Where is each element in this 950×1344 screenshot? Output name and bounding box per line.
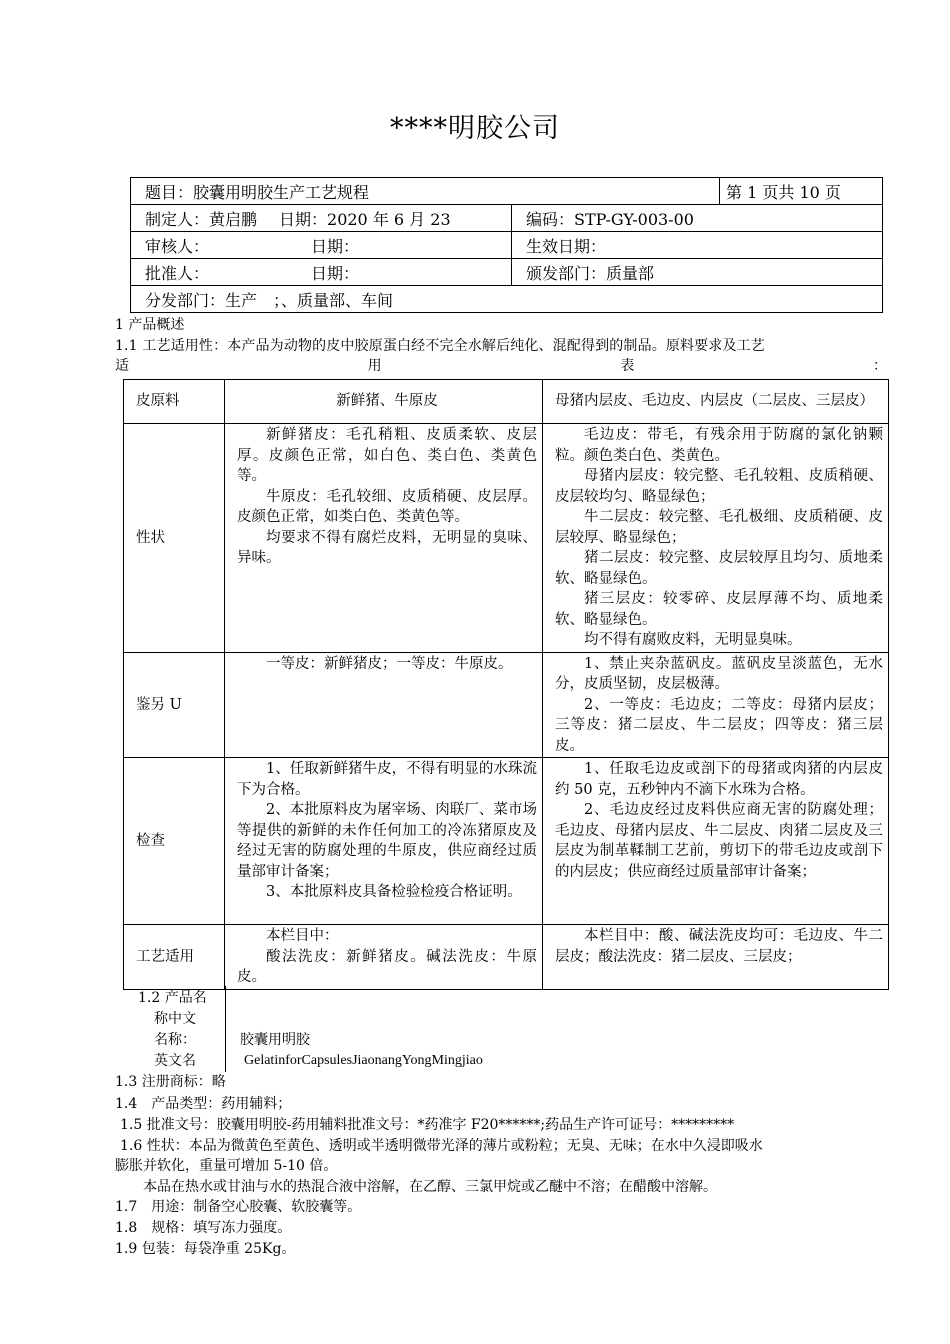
cell-paragraph: 猪三层皮：较零碎、皮层厚薄不均、质地柔软、略显绿色。: [555, 591, 883, 628]
cell-paragraph: 猪二层皮：较完整、皮层较厚且均匀、质地柔软、略显绿色。: [555, 550, 883, 587]
cell-paragraph: 3、本批原料皮具备检验检疫合格证明。: [266, 884, 522, 900]
cell-paragraph: 本栏目中：: [266, 928, 339, 944]
label-line: 名称：: [154, 1032, 196, 1048]
tail-char: 表: [620, 358, 635, 374]
label-line: 1.2 产品名: [138, 990, 207, 1006]
cell-paragraph: 1、任取新鲜猪牛皮，不得有明显的水珠流下为合格。: [237, 761, 537, 798]
table-cell: [225, 758, 543, 925]
page-title: ****明胶公司: [390, 113, 560, 144]
label-line: 称中文: [154, 1011, 196, 1027]
raw-material-table: [123, 379, 889, 990]
cell-paragraph: 酸法洗皮：新鲜猪皮。碱法洗皮：牛原皮。: [237, 948, 537, 985]
author-date: 日期：2020 年 6 月 23: [279, 209, 451, 229]
cell-paragraph: 牛二层皮：较完整、毛孔极细、皮质稍硬、皮层较厚、略显绿色；: [555, 509, 883, 546]
paragraph-1-1: 1.1 工艺适用性：本产品为动物的皮中胶原蛋白经不完全水解后纯化、混配得到的制品。原料要求及工艺: [115, 338, 765, 354]
distribution-cell: 分发部门：生产 ；、质量部、车间: [131, 286, 883, 313]
cell-paragraph: 1、禁止夹杂蓝矾皮。蓝矾皮呈淡蓝色，无水分，皮质坚韧，皮层极薄。: [555, 655, 883, 692]
cell-paragraph: 毛边皮：带毛，有残余用于防腐的氯化钠颗粒。颜色类白色、类黄色。: [555, 427, 883, 464]
subject-cell: 题目：胶囊用明胶生产工艺规程: [131, 178, 720, 205]
table-cell: [543, 424, 889, 653]
paragraph-1-9: 1.9 包装：每袋净重 25Kg。: [115, 1241, 296, 1257]
cell-paragraph: 牛原皮：毛孔较细、皮质稍硬、皮层厚。皮颜色正常，如类白色、类黄色等。: [237, 488, 537, 525]
reviewer-cell: [131, 232, 512, 259]
tail-char: 用: [367, 358, 382, 374]
table-cell: [543, 652, 889, 758]
paragraph-1-5: 1.5 批准文号：胶囊用明胶-药用辅料批准文号：*药准字 F20******;药品生产许可证号：*********: [120, 1117, 735, 1133]
paragraph-1-6-solubility: 本品在热水或甘油与水的热混合液中溶解，在乙醇、三氯甲烷或乙醚中不溶；在醋酸中溶解。: [143, 1179, 717, 1195]
product-name-label: [138, 988, 207, 1072]
divider: [225, 986, 226, 1072]
table-header-cell: 新鲜猪、牛原皮: [225, 380, 543, 424]
paragraph-1-1-tail: [115, 356, 887, 376]
paragraph-1-4: 1.4 产品类型：药用辅料；: [115, 1096, 292, 1112]
paragraph-1-3: 1.3 注册商标：略: [115, 1074, 226, 1090]
cell-paragraph: 新鲜猪皮：毛孔稍粗、皮质柔软、皮层厚。皮颜色正常，如白色、类白色、类黄色等。: [237, 427, 537, 484]
issuing-dept-cell: 颁发部门：质量部: [512, 259, 883, 286]
cell-paragraph: 2、毛边皮经过皮料供应商无害的防腐处理；毛边皮、母猪内层皮、牛二层皮、肉猪二层皮及三层皮为制革鞣制工艺前，剪切下的带毛边皮或剖下的内层皮；供应商经过质量部审计备案；: [555, 802, 883, 880]
paragraph-1-7: 1.7 用途：制备空心胶囊、软胶囊等。: [115, 1199, 362, 1215]
author-cell: [131, 205, 512, 232]
cell-paragraph: 母猪内层皮：较完整、毛孔较粗、皮质稍硬、皮层较均匀、略显绿色；: [555, 468, 883, 505]
cell-paragraph: 本栏目中：酸、碱法洗皮均可：毛边皮、牛二层皮；酸法洗皮：猪二层皮、三层皮；: [555, 928, 883, 965]
tail-char: 适: [115, 358, 129, 374]
approver-cell: [131, 259, 512, 286]
approver-label: 批准人：: [145, 263, 210, 283]
author-label: 制定人：黄启鹏: [145, 209, 258, 229]
row-label-appearance: 性状: [124, 424, 225, 653]
label-line: 英文名: [154, 1053, 196, 1069]
row-label-inspection: 检查: [124, 758, 225, 925]
table-cell: [225, 925, 543, 990]
paragraph-1-6-cont: 膨胀并软化，重量可增加 5-10 倍。: [115, 1158, 338, 1174]
cell-paragraph: 均要求不得有腐烂皮料，无明显的臭味、异味。: [237, 529, 537, 566]
table-cell: [543, 758, 889, 925]
cell-paragraph: 均不得有腐败皮料，无明显臭味。: [584, 632, 802, 648]
paragraph-1-6: 1.6 性状：本品为微黄色至黄色、透明或半透明微带光泽的薄片或粉粒；无臭、无味；在水中久浸即吸水: [120, 1138, 763, 1154]
cell-paragraph: 1、任取毛边皮或剖下的母猪或肉猪的内层皮约 50 克，五秒钟内不滴下水珠为合格。: [555, 761, 883, 798]
code-cell: 编码：STP-GY-003-00: [512, 205, 883, 232]
approver-date: 日期：: [311, 263, 360, 283]
reviewer-date: 日期：: [311, 236, 360, 256]
reviewer-label: 审核人：: [145, 236, 210, 256]
section-heading: 1 产品概述: [115, 317, 185, 333]
table-header-cell: 皮原料: [124, 380, 225, 424]
cell-paragraph: 2、本批原料皮为屠宰场、肉联厂、菜市场等提供的新鲜的未作任何加工的冷冻猪原皮及经过无害的防腐处理的牛原皮，供应商经过质量部审计备案；: [237, 802, 537, 880]
table-cell: [543, 925, 889, 990]
effective-date-cell: 生效日期：: [512, 232, 883, 259]
document-header-table: [130, 177, 883, 313]
tail-char: ：: [872, 358, 887, 374]
product-name-cn: 胶囊用明胶: [240, 1032, 310, 1048]
cell-paragraph: 一等皮：新鲜猪皮；一等皮：牛原皮。: [266, 655, 513, 672]
product-name-en: GelatinforCapsulesJiaonangYongMingjiao: [244, 1053, 483, 1068]
paragraph-1-8: 1.8 规格：填写冻力强度。: [115, 1220, 292, 1236]
row-label-grading: 鉴另 U: [124, 652, 225, 758]
table-cell: [225, 652, 543, 758]
table-cell: [225, 424, 543, 653]
row-label-process: 工艺适用: [124, 925, 225, 990]
table-header-cell: 母猪内层皮、毛边皮、内层皮（二层皮、三层皮）: [543, 380, 889, 424]
page-info-cell: 第 1 页共 10 页: [720, 178, 883, 205]
cell-paragraph: 2、一等皮：毛边皮；二等皮：母猪内层皮；三等皮：猪二层皮、牛二层皮；四等皮：猪三层皮。: [555, 696, 883, 754]
